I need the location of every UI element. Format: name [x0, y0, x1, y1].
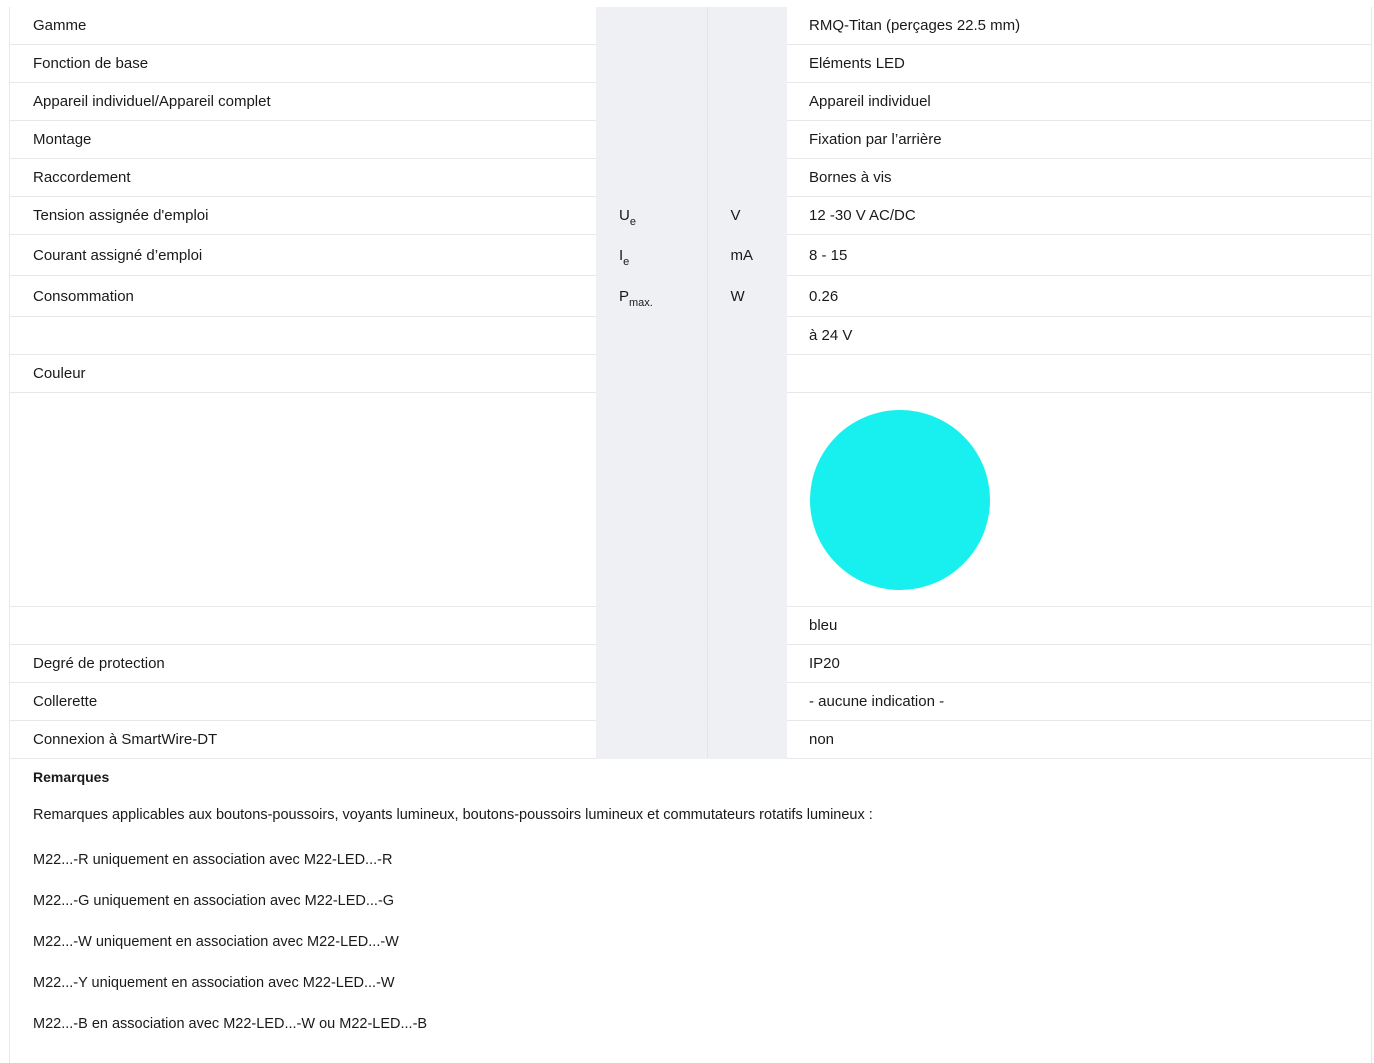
- spec-value: IP20: [787, 645, 1371, 683]
- spec-label: Collerette: [10, 683, 596, 721]
- spec-unit: [707, 393, 787, 607]
- spec-label: Fonction de base: [10, 45, 596, 83]
- spec-row-color-swatch: [10, 393, 1371, 607]
- notes-list: [33, 852, 1348, 1034]
- notes-item: M22...-G uniquement en association avec M22-LED...-G: [33, 893, 395, 909]
- spec-row-couleur-name: [10, 607, 1371, 645]
- spec-label: Connexion à SmartWire-DT: [10, 721, 596, 759]
- spec-unit: [707, 7, 787, 45]
- notes-item: M22...-R uniquement en association avec M22-LED...-R: [33, 852, 393, 868]
- notes-title: Remarques: [33, 769, 110, 785]
- spec-row-courant: [10, 235, 1371, 276]
- spec-label: [10, 317, 596, 355]
- spec-unit: [707, 355, 787, 393]
- spec-label: Appareil individuel/Appareil complet: [10, 83, 596, 121]
- spec-symbol: [596, 355, 707, 393]
- symbol-main: U: [619, 207, 630, 224]
- spec-label: Couleur: [10, 355, 596, 393]
- spec-value: Appareil individuel: [787, 83, 1371, 121]
- symbol-main: I: [619, 246, 624, 264]
- spec-sheet: [9, 7, 1372, 1063]
- spec-value: RMQ-Titan (perçages 22.5 mm): [787, 7, 1371, 45]
- spec-label: Montage: [10, 121, 596, 159]
- spec-value: Eléments LED: [787, 45, 1371, 83]
- spec-row-couleur: [10, 355, 1371, 393]
- spec-value: 12 -30 V AC/DC: [787, 197, 1371, 235]
- color-swatch: [810, 410, 990, 590]
- spec-value: Fixation par l’arrière: [787, 121, 1371, 159]
- symbol-subscript: e: [629, 216, 636, 228]
- notes-item: M22...-Y uniquement en association avec M22-LED...-W: [33, 975, 395, 991]
- spec-symbol: [596, 197, 707, 235]
- spec-symbol: [596, 317, 707, 355]
- spec-unit: [707, 121, 787, 159]
- spec-table: [10, 7, 1371, 759]
- spec-label: [10, 393, 596, 607]
- spec-row-fonction: [10, 45, 1371, 83]
- spec-unit: [707, 721, 787, 759]
- notes-section: [10, 769, 1371, 1034]
- spec-value: 8 - 15: [787, 235, 1371, 276]
- spec-unit: [707, 683, 787, 721]
- spec-unit: [707, 45, 787, 83]
- spec-row-consommation-condition: [10, 317, 1371, 355]
- spec-row-montage: [10, 121, 1371, 159]
- spec-unit: mA: [707, 235, 787, 276]
- spec-value: [787, 355, 1371, 393]
- notes-intro: Remarques applicables aux boutons-poussoirs, voyants lumineux, boutons-poussoirs lumineux et commutateurs rotatifs lumineux :: [33, 807, 873, 823]
- spec-value: non: [787, 721, 1371, 759]
- spec-label: Courant assigné d’emploi: [10, 235, 596, 276]
- spec-row-appareil: [10, 83, 1371, 121]
- spec-symbol: [596, 159, 707, 197]
- spec-symbol: [596, 7, 707, 45]
- spec-symbol: [596, 721, 707, 759]
- spec-unit: [707, 83, 787, 121]
- notes-item: M22...-B en association avec M22-LED...-W ou M22-LED...-B: [33, 1016, 428, 1032]
- spec-unit: W: [707, 276, 787, 317]
- spec-symbol: [596, 121, 707, 159]
- spec-row-gamme: [10, 7, 1371, 45]
- spec-label: Tension assignée d'emploi: [10, 197, 596, 235]
- spec-label: [10, 607, 596, 645]
- spec-label: Raccordement: [10, 159, 596, 197]
- spec-unit: [707, 607, 787, 645]
- symbol-subscript: max.: [629, 296, 653, 309]
- spec-symbol: [596, 645, 707, 683]
- spec-label: Degré de protection: [10, 645, 596, 683]
- spec-value: bleu: [787, 607, 1371, 645]
- spec-row-tension: [10, 197, 1371, 235]
- spec-symbol: [596, 83, 707, 121]
- spec-value: [787, 393, 1371, 607]
- spec-value: 0.26: [787, 276, 1371, 317]
- spec-value: Bornes à vis: [787, 159, 1371, 197]
- spec-row-raccordement: [10, 159, 1371, 197]
- symbol-main: P: [619, 287, 630, 305]
- spec-symbol: [596, 683, 707, 721]
- spec-symbol: [596, 276, 707, 317]
- spec-unit: V: [707, 197, 787, 235]
- spec-unit: [707, 317, 787, 355]
- spec-row-collerette: [10, 683, 1371, 721]
- spec-row-protection: [10, 645, 1371, 683]
- spec-symbol: [596, 235, 707, 276]
- spec-value: - aucune indication -: [787, 683, 1371, 721]
- spec-row-consommation: [10, 276, 1371, 317]
- spec-unit: [707, 159, 787, 197]
- spec-label: Gamme: [10, 7, 596, 45]
- spec-value: à 24 V: [787, 317, 1371, 355]
- spec-unit: [707, 645, 787, 683]
- spec-symbol: [596, 45, 707, 83]
- spec-symbol: [596, 607, 707, 645]
- spec-row-smartwire: [10, 721, 1371, 759]
- spec-label: Consommation: [10, 276, 596, 317]
- spec-symbol: [596, 393, 707, 607]
- notes-item: M22...-W uniquement en association avec M22-LED...-W: [33, 934, 399, 950]
- symbol-subscript: e: [623, 255, 630, 268]
